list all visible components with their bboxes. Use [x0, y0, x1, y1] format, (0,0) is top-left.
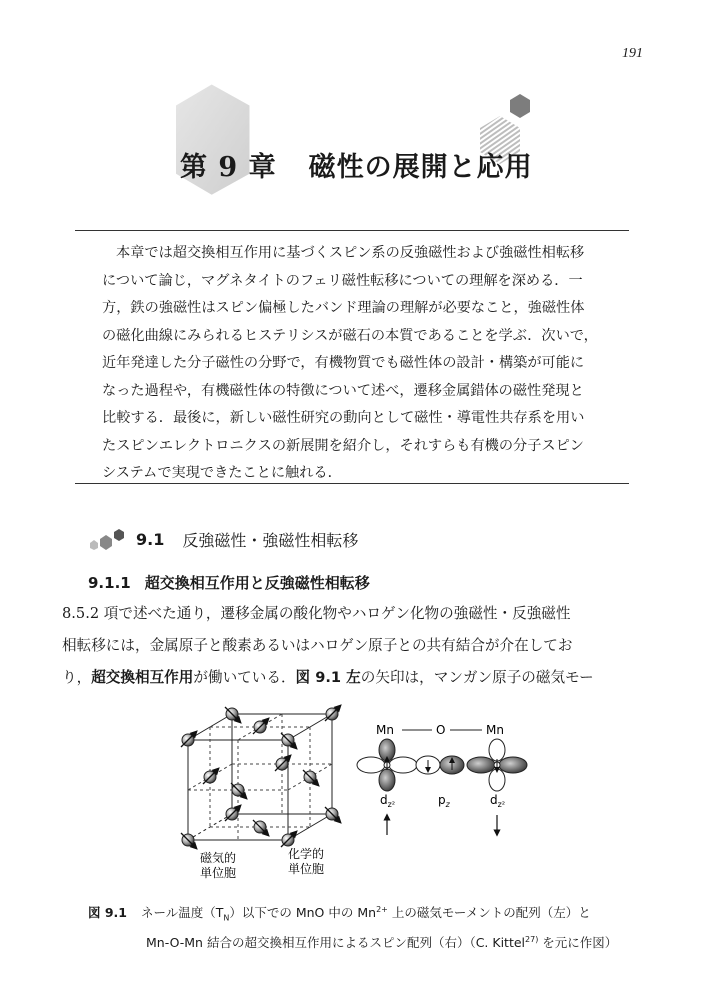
caption-sup: 2+	[376, 905, 388, 914]
caption-text: 上の磁気モーメントの配列（左）と	[387, 905, 591, 921]
orbital-label-d: $d_{z^2}$	[380, 793, 396, 809]
abstract-line: なった過程や，有機磁性体の特徴について述べ，遷移金属錯体の磁性発現と	[102, 382, 584, 399]
chapter-name: 磁性の展開と応用	[308, 152, 533, 183]
abstract-line: 近年発達した分子磁性の分野で，有機物質でも磁性体の設計・構築が可能に	[102, 355, 585, 371]
abstract-line: たスピンエレクトロニクスの新展開を紹介し，それすらも有機の分子スピン	[102, 437, 584, 454]
caption-text: Mn-O-Mn 結合の超交換相互作用によるスピン配列（右）（C. Kittel	[146, 934, 526, 950]
body-line: 8.5.2 項で述べた通り，遷移金属の酸化物やハロゲン化物の強磁性・反強磁性	[62, 605, 571, 622]
orbital-label-d: $d_{z^2}$	[490, 793, 506, 809]
abstract-line: の磁化曲線にみられるヒステリシスが磁石の本質であることを学ぶ．次いで，	[102, 327, 598, 344]
chapter-decoration	[0, 0, 705, 220]
section-number: 9.1	[136, 530, 165, 549]
figure-caption	[88, 899, 628, 953]
mn-atoms	[181, 707, 339, 847]
small-hexagon	[510, 94, 530, 118]
caption-sub: N	[223, 913, 230, 923]
divider-bottom	[75, 483, 629, 484]
caption-line	[88, 929, 628, 953]
chapter-title	[180, 145, 533, 184]
mn-o-mn-diagram	[357, 723, 527, 835]
section-title: 反強磁性・強磁性相転移	[182, 531, 359, 550]
caption-line	[88, 899, 628, 929]
body-line: 相転移には，金属原子と酸素あるいはハロゲン原子との共有結合が介在してお	[62, 637, 573, 654]
atom-label-mn: Mn	[376, 723, 394, 737]
subsection-heading	[88, 572, 370, 593]
caption-text: ）以下での MnO 中の Mn	[229, 905, 377, 921]
caption-sup: 27)	[525, 934, 539, 944]
abstract-line: 方，鉄の強磁性はスピン偏極したバンド理論の理解が必要なこと，強磁性体	[102, 300, 585, 316]
chapter-abstract	[102, 240, 630, 488]
caption-label: 図 9.1	[88, 905, 127, 921]
caption-text: を元に作図）	[538, 934, 618, 950]
abstract-line: 本章では超交換相互作用に基づくスピン系の反強磁性および強磁性相転移	[116, 245, 585, 261]
figure-9-1	[170, 700, 550, 890]
chemical-cell-label: 化学的	[288, 847, 325, 861]
section-heading	[88, 528, 358, 551]
term-superexchange: 超交換相互作用	[91, 669, 194, 686]
atom-label-o: O	[436, 723, 446, 737]
chemical-cell-label: 単位胞	[288, 862, 325, 876]
atom-label-mn: Mn	[486, 723, 504, 737]
abstract-line: システムで実現できたことに触れる．	[102, 465, 342, 481]
abstract-line: について論じ，マグネタイトのフェリ磁性転移についての理解を深める．一	[102, 272, 583, 289]
body-paragraph	[62, 598, 644, 694]
magnetic-cell-label: 磁気的	[200, 851, 237, 865]
figure-diagram	[170, 700, 550, 890]
page-number: 191	[622, 46, 643, 61]
body-text-span: の矢印は，マンガン原子の磁気モー	[360, 669, 594, 686]
section-hexagon-icon	[88, 529, 128, 551]
figure-reference: 図 9.1 左	[295, 669, 361, 686]
orbital-label-p: $p_z$	[438, 793, 450, 809]
body-text-span: り，	[62, 669, 92, 686]
abstract-line: 比較する．最後に，新しい磁性研究の動向として磁性・導電性共存系を用い	[102, 410, 585, 426]
magnetic-cell-label: 単位胞	[200, 866, 237, 880]
subsection-number: 9.1.1	[88, 574, 131, 592]
chapter-label: 第 9 章	[180, 152, 277, 183]
divider-top	[75, 230, 629, 231]
body-line	[62, 662, 644, 694]
caption-text: ネール温度（T	[141, 905, 224, 921]
subsection-title: 超交換相互作用と反強磁性相転移	[144, 574, 370, 592]
body-text-span: が働いている．	[193, 669, 296, 686]
